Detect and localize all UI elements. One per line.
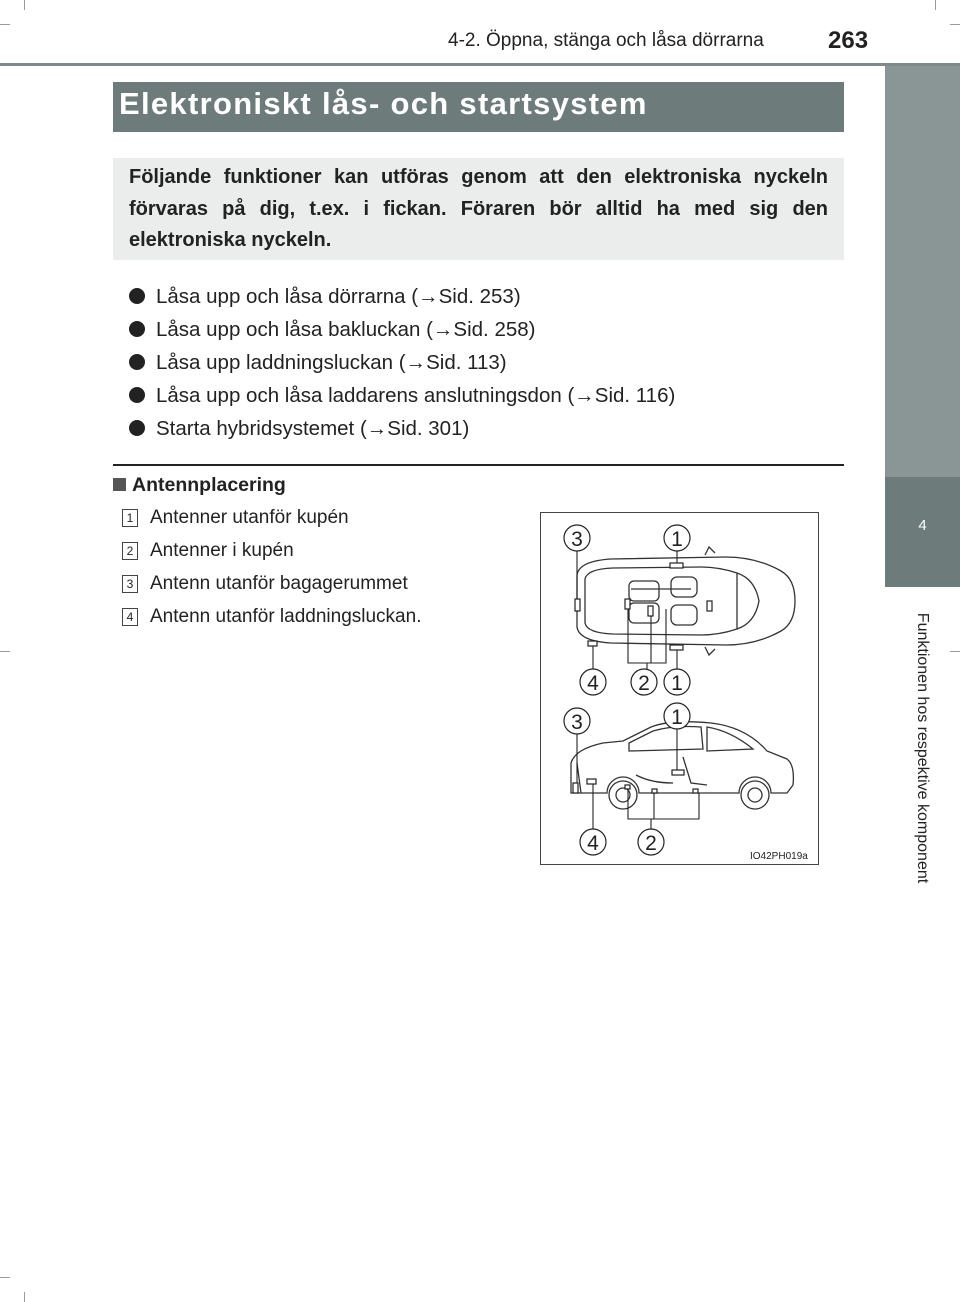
- bullet-item: [129, 351, 507, 375]
- bullet-item: [129, 417, 469, 441]
- side-tab: [885, 66, 960, 477]
- subheading: Antennplacering: [132, 474, 286, 496]
- callout-number: 2: [638, 672, 650, 695]
- callout-number: 3: [571, 528, 583, 551]
- callout-number: 3: [571, 711, 583, 734]
- section-divider: [113, 464, 844, 466]
- figure-code: IO42PH019a: [750, 851, 808, 862]
- intro-text: Följande funktioner kan utföras genom att den elektroniska nyckeln förvaras på dig, t.ex. i fickan. Föraren bör alltid ha med sig den elektroniska nyckeln.: [129, 166, 828, 251]
- bullet-icon: [129, 288, 145, 304]
- bullet-item: [129, 384, 675, 408]
- list-item: Antenner i kupén: [150, 540, 294, 561]
- callout-number: 1: [671, 672, 683, 695]
- bullet-text: Låsa upp och låsa laddarens anslutningsdon (→Sid. 116): [156, 384, 676, 407]
- callout-number: 4: [587, 832, 599, 855]
- bullet-icon: [129, 321, 145, 337]
- bullet-text: Låsa upp och låsa bakluckan (→Sid. 258): [156, 318, 536, 341]
- crop-mark: [950, 24, 960, 25]
- header-rule: [0, 63, 960, 66]
- crop-mark: [0, 1277, 10, 1278]
- list-number: 1: [122, 509, 138, 527]
- list-number: 3: [122, 575, 138, 593]
- crop-mark: [950, 651, 960, 652]
- list-item: Antenner utanför kupén: [150, 507, 349, 528]
- list-number: 2: [122, 542, 138, 560]
- callout-number: 1: [671, 706, 683, 729]
- callout-number: 1: [671, 528, 683, 551]
- list-item: Antenn utanför laddningsluckan.: [150, 606, 422, 627]
- bullet-text: Starta hybridsystemet (→Sid. 301): [156, 417, 470, 440]
- crop-mark: [0, 651, 10, 652]
- bullet-text: Låsa upp och låsa dörrarna (→Sid. 253): [156, 285, 521, 308]
- chapter-number: 4: [918, 517, 927, 534]
- car-diagram-icon: [541, 513, 818, 864]
- chapter-title: Funktionen hos respektive komponent: [914, 612, 931, 884]
- list-number: 4: [122, 608, 138, 626]
- callout-number: 4: [587, 672, 599, 695]
- page-title: Elektroniskt lås- och startsystem: [119, 86, 648, 121]
- crop-mark: [0, 24, 10, 25]
- bullet-text: Låsa upp laddningsluckan (→Sid. 113): [156, 351, 507, 374]
- list-item: Antenn utanför bagagerummet: [150, 573, 408, 594]
- antenna-figure: [540, 512, 819, 865]
- bullet-item: [129, 318, 535, 342]
- running-header: 4-2. Öppna, stänga och låsa dörrarna: [448, 30, 764, 51]
- crop-mark: [935, 0, 936, 10]
- bullet-icon: [129, 420, 145, 436]
- square-bullet-icon: [113, 478, 126, 491]
- crop-mark: [24, 1292, 25, 1302]
- bullet-item: [129, 285, 521, 309]
- page-number: 263: [828, 27, 869, 54]
- bullet-icon: [129, 387, 145, 403]
- callout-number: 2: [645, 832, 657, 855]
- crop-mark: [24, 0, 25, 10]
- bullet-icon: [129, 354, 145, 370]
